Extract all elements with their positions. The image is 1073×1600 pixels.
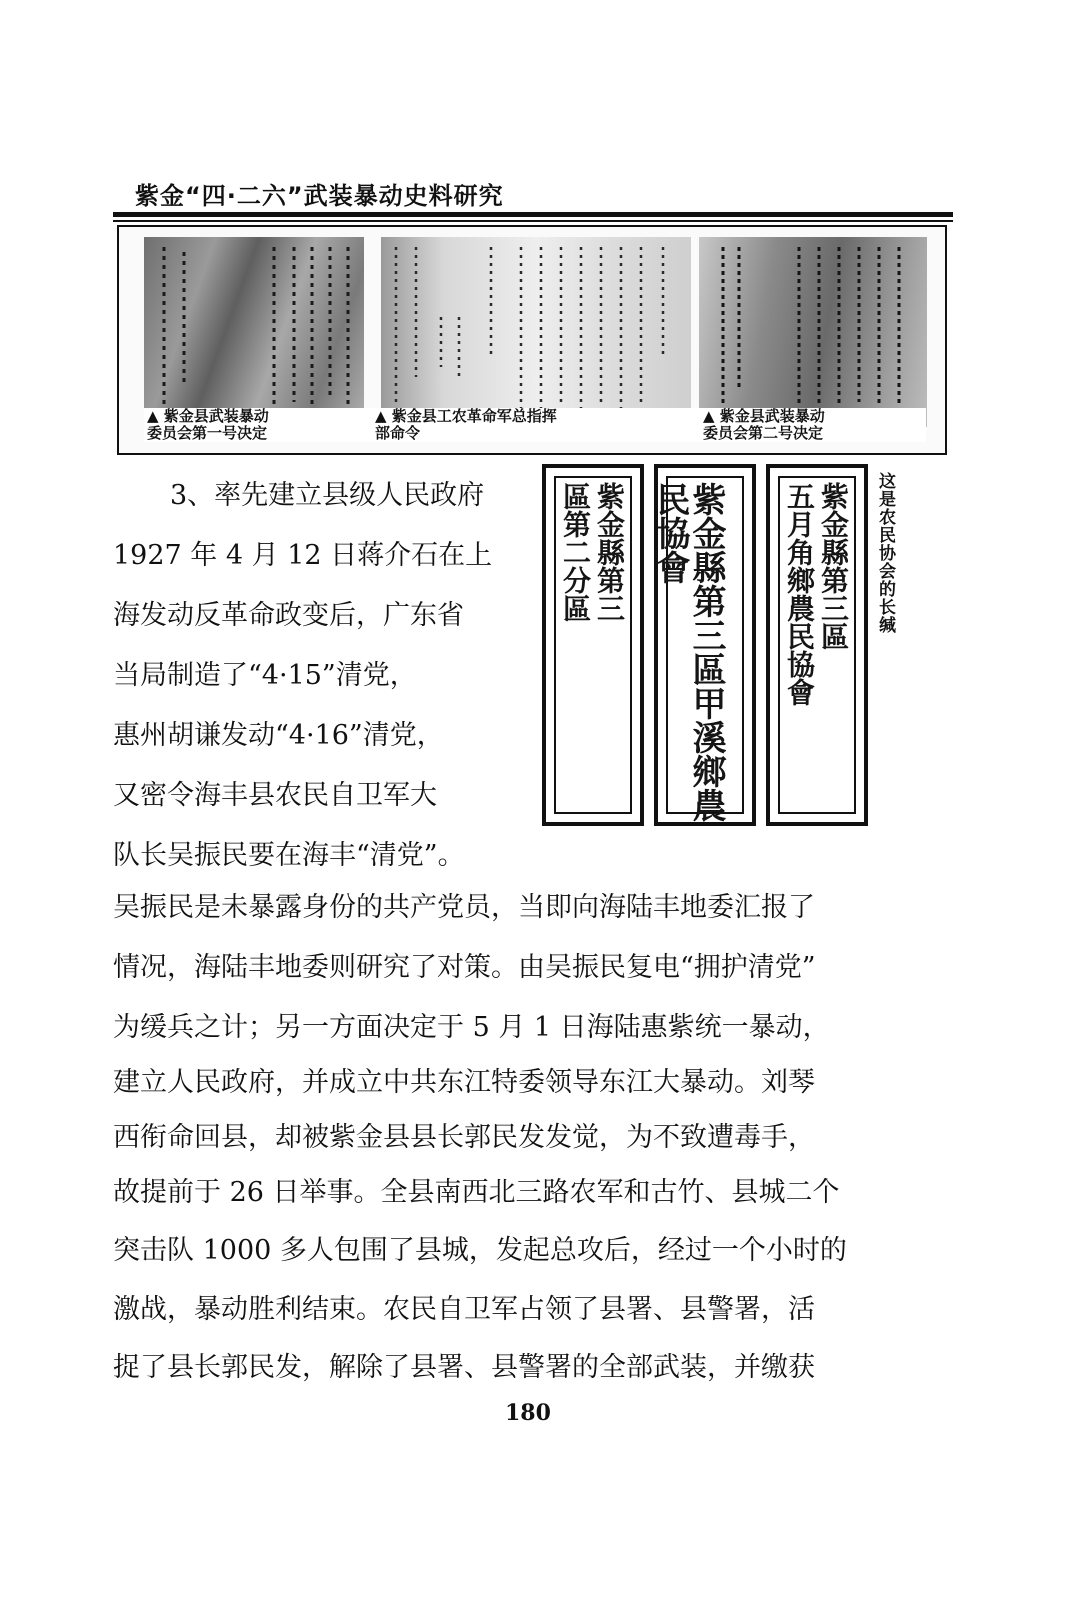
seal-stamp-3-text-col-a: 紫金縣第三區 — [817, 482, 850, 650]
photo-caption-2-line-1: ▲ 紫金县工农革命军总指挥 — [375, 407, 557, 425]
photo-caption-2-line-2: 部命令 — [375, 424, 421, 442]
document-photo-2 — [381, 237, 691, 427]
seal-area — [542, 464, 872, 826]
document-photo-1 — [144, 237, 364, 427]
photo-caption-3-line-2: 委员会第二号决定 — [703, 424, 824, 442]
body-line: 激战，暴动胜利结束。农民自卫军占领了县署、县警署，活 — [113, 1294, 815, 1325]
running-header: 紫金“四·二六”武装暴动史料研究 — [135, 182, 504, 210]
body-line: 为缓兵之计；另一方面决定于 5 月 1 日海陆惠紫统一暴动， — [113, 1012, 830, 1043]
page-number: 180 — [505, 1400, 551, 1426]
seal-stamp-3-text-col-b: 五月角鄉農民協會 — [783, 482, 816, 706]
photo-caption-1-line-2: 委员会第一号决定 — [147, 424, 268, 442]
body-narrow-line: 队长吴振民要在海丰“清党”。 — [113, 840, 465, 871]
header-rule-thin — [113, 220, 953, 222]
body-line: 捉了县长郭民发，解除了县署、县警署的全部武装，并缴获 — [113, 1352, 815, 1383]
photo-caption-1 — [144, 408, 380, 442]
body-line: 故提前于 26 日举事。全县南西北三路农军和古竹、县城二个 — [113, 1177, 840, 1208]
seal-stamp-2-text: 紫金縣第三區甲溪鄉農民協會 — [650, 482, 726, 822]
body-line: 建立人民政府，并成立中共东江特委领导东江大暴动。刘琴 — [113, 1067, 815, 1098]
body-narrow-line: 海发动反革命政变后，广东省 — [113, 600, 464, 631]
seal-stamp-1 — [542, 464, 644, 826]
header-rule-thick — [113, 212, 953, 217]
seal-stamp-1-text-col-b: 區第二分區 — [559, 482, 592, 622]
body-narrow-line: 当局制造了“4·15”清党， — [113, 660, 417, 691]
photo-caption-2 — [372, 408, 708, 442]
body-narrow-line: 惠州胡谦发动“4·16”清党， — [113, 720, 444, 751]
body-line: 情况，海陆丰地委则研究了对策。由吴振民复电“拥护清党” — [113, 952, 816, 983]
seal-side-caption: 这是农民协会的长缄 — [875, 472, 895, 634]
seal-stamp-3 — [766, 464, 868, 826]
photo-caption-3-line-1: ▲ 紫金县武装暴动 — [703, 407, 825, 425]
body-narrow-line: 又密令海丰县农民自卫军大 — [113, 780, 437, 811]
document-photo-3 — [699, 237, 927, 427]
seal-stamp-2 — [650, 464, 756, 826]
photo-caption-3 — [700, 408, 926, 442]
body-narrow-line: 1927 年 4 月 12 日蒋介石在上 — [113, 540, 493, 571]
seal-stamp-1-text-col-a: 紫金縣第三 — [593, 482, 626, 622]
body-line: 突击队 1000 多人包围了县城，发起总攻后，经过一个小时的 — [113, 1235, 847, 1266]
body-line: 吴振民是未暴露身份的共产党员，当即向海陆丰地委汇报了 — [113, 892, 815, 923]
photo-caption-1-line-1: ▲ 紫金县武装暴动 — [147, 407, 269, 425]
body-line: 西衔命回县，却被紫金县县长郭民发发觉，为不致遭毒手， — [113, 1122, 815, 1153]
section-heading: 3、率先建立县级人民政府 — [170, 480, 485, 511]
